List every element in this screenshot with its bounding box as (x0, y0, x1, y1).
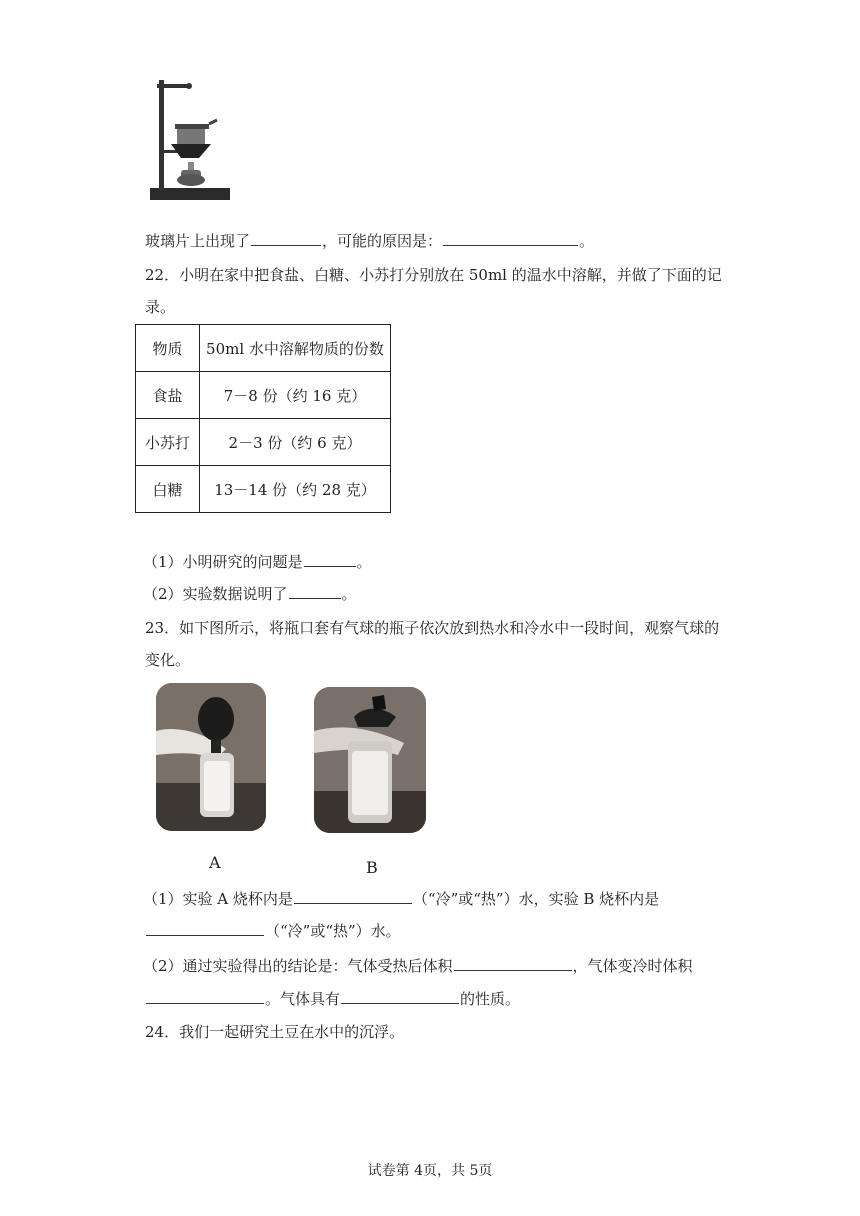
dissolving-record-table (135, 324, 391, 513)
q23-sub2-line2 (145, 987, 520, 1010)
table-header-cell: 50ml 水中溶解物质的份数 (200, 325, 391, 372)
q22-sub2 (143, 582, 357, 605)
table-header-row (136, 325, 391, 372)
q21-text-a: 玻璃片上出现了 (145, 232, 251, 250)
table-row (136, 372, 391, 419)
q21-text-c: 。 (579, 232, 595, 250)
q23-sub1-text-a: （1）实验 A 烧杯内是 (143, 890, 293, 908)
q21-blank-2[interactable] (443, 229, 578, 246)
q22-stem-line1: 22．小明在家中把食盐、白糖、小苏打分别放在 50ml 的温水中溶解，并做了下面的记 (145, 266, 722, 284)
heating-apparatus-figure (147, 76, 233, 202)
q23-sub2-text-d: 的性质。 (460, 990, 521, 1008)
q23-blank-e[interactable] (341, 987, 459, 1004)
q23-sub1-text-c: （“冷”或“热”）水。 (265, 922, 401, 940)
q22-sub2-text: （2）实验数据说明了 (143, 585, 288, 603)
q23-sub2-text-b: ，气体变冷时体积 (572, 957, 693, 975)
q23-stem-line2: 变化。 (145, 651, 191, 669)
q23-sub1-line1 (143, 887, 659, 910)
q21-blank-1[interactable] (251, 229, 321, 246)
q23-sub2-text-a: （2）通过实验得出的结论是：气体受热后体积 (143, 957, 453, 975)
q23-sub1-text-b: （“冷”或“热”）水，实验 B 烧杯内是 (412, 890, 660, 908)
q22-sub2-blank[interactable] (289, 582, 341, 599)
q23-blank-a[interactable] (294, 887, 412, 904)
q22-sub1-blank[interactable] (304, 550, 356, 567)
q22-sub2-end: 。 (341, 585, 357, 603)
q22-sub1 (143, 550, 372, 573)
q22-stem-line2: 录。 (145, 298, 176, 316)
photo-label-b: B (366, 858, 378, 877)
experiment-photo-b (314, 687, 426, 833)
q23-blank-c[interactable] (454, 954, 572, 971)
table-row (136, 419, 391, 466)
q23-blank-d[interactable] (146, 987, 264, 1004)
q21-answer-line (145, 229, 594, 252)
q22-sub1-text: （1）小明研究的问题是 (143, 553, 303, 571)
table-cell: 食盐 (136, 372, 200, 419)
q23-sub2-line1 (143, 954, 693, 977)
q23-blank-b[interactable] (146, 919, 264, 936)
q21-text-b: ，可能的原因是： (322, 232, 443, 250)
page-footer: 试卷第 4页，共 5页 (367, 1163, 493, 1179)
experiment-photo-a (156, 683, 266, 831)
table-cell: 小苏打 (136, 419, 200, 466)
table-cell: 白糖 (136, 466, 200, 513)
q22-sub1-end: 。 (356, 553, 372, 571)
q24-stem: 24．我们一起研究土豆在水中的沉浮。 (145, 1023, 405, 1041)
q23-stem-line1: 23．如下图所示，将瓶口套有气球的瓶子依次放到热水和冷水中一段时间，观察气球的 (145, 619, 720, 637)
table-header-cell: 物质 (136, 325, 200, 372)
table-row (136, 466, 391, 513)
table-cell: 13－14 份（约 28 克） (200, 466, 391, 513)
table-cell: 7－8 份（约 16 克） (200, 372, 391, 419)
q23-sub1-line2 (145, 919, 401, 942)
q23-sub2-text-c: 。气体具有 (265, 990, 341, 1008)
photo-label-a: A (209, 853, 221, 872)
table-cell: 2－3 份（约 6 克） (200, 419, 391, 466)
